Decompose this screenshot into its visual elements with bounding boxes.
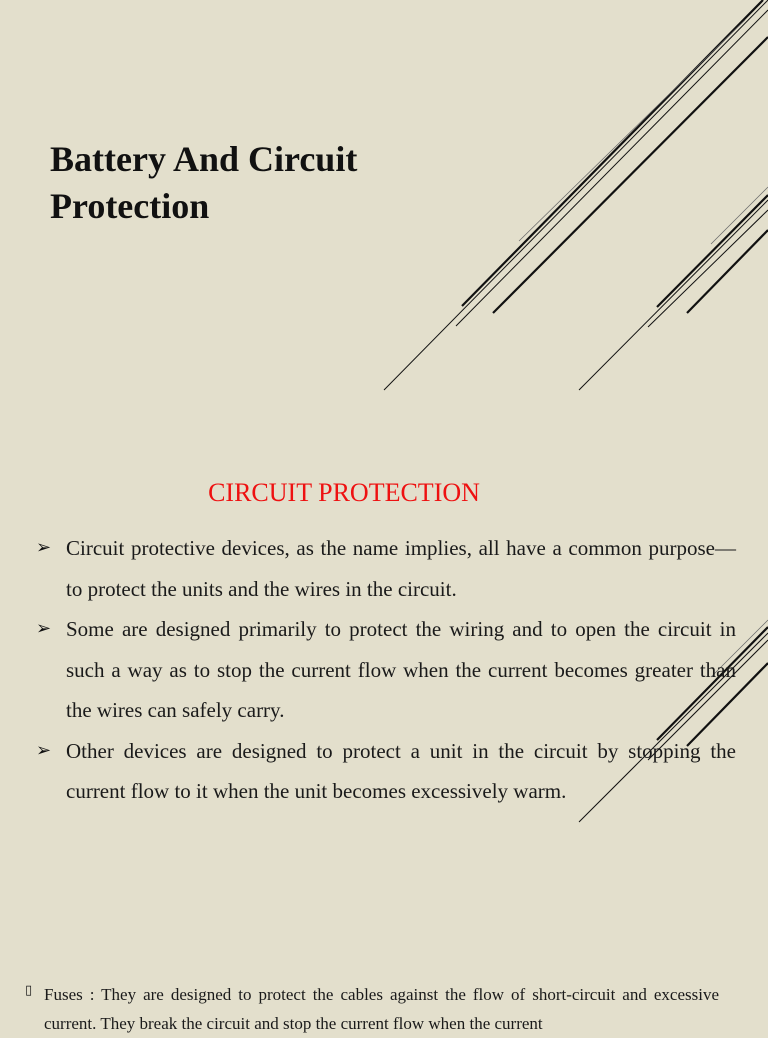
fuse-paragraph <box>25 980 719 1038</box>
bullet-list <box>36 528 736 812</box>
bullet-item <box>36 731 736 812</box>
arrow-bullet-icon: ➢ <box>36 739 52 761</box>
bullet-item <box>36 609 736 731</box>
bullet-text: Circuit protective devices, as the name implies, all have a common purpose—to protect the units and the wires in the circuit. <box>66 536 736 601</box>
bullet-text: Some are designed primarily to protect the wiring and to open the circuit in such a way as to stop the current flow when the current becomes greater than the wires can safely carry. <box>66 617 736 722</box>
arrow-bullet-icon: ➢ <box>36 537 52 558</box>
square-bullet-icon: ▯ <box>25 983 33 998</box>
fuse-text: Fuses : They are designed to protect the cables against the flow of short-circuit and excessive current. They break the circuit and stop the current flow when the current <box>44 985 719 1033</box>
bullet-item <box>36 528 736 609</box>
bullet-text: Other devices are designed to protect a unit in the circuit by stopping the current flow to it when the unit becomes excessively warm. <box>66 738 736 803</box>
section-heading: CIRCUIT PROTECTION <box>208 478 480 507</box>
arrow-bullet-icon: ➢ <box>36 618 52 639</box>
slide-title: Battery And Circuit Protection <box>50 139 358 226</box>
